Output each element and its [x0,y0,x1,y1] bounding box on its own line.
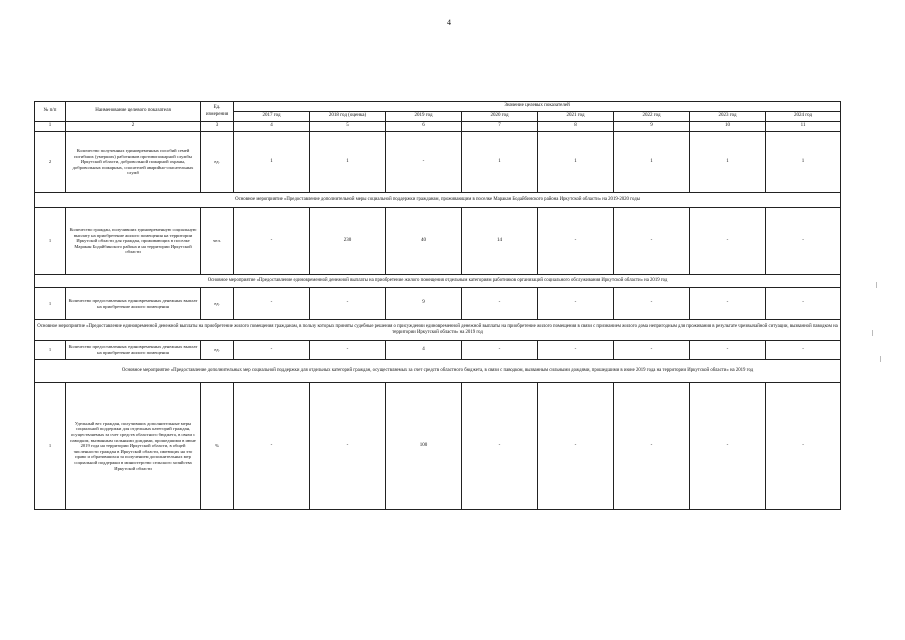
indicator-name: Количество предоставленных единовременных денежных выплат на приобретение жилого помещения [66,341,201,360]
value-cell: - [766,341,841,360]
event-row [35,360,841,383]
column-number: 11 [766,122,841,132]
header-year: 2021 год [538,112,614,122]
row-number: 1 [35,288,66,320]
table-row [35,132,841,193]
value-cell: - [234,341,310,360]
scan-mark [880,356,881,362]
scan-mark [876,282,877,288]
indicator-name: Удельный вес граждан, получивших дополнительные меры социальной поддержки для отдельных категорий граждан, осуществляемых за счет средств областного бюджета, в связи с паводком, вызванным сильными дождями, прошедшими в июне 2019 года на территории Иркутской области, в общей численности граждан в Иркутской области, имеющих на это право и обратившихся за получением дополнительных мер социальной поддержки в министерство сельского хозяйства Иркутской области [66,383,201,510]
value-cell: - [614,383,690,510]
value-cell: 1 [614,132,690,193]
event-title: Основное мероприятие «Предоставление единовременной денежной выплаты на приобретение жилого помещения гражданам, в пользу которых приняты судебные решения о присуждении единовременной денежной выплаты на приобретение жилого помещения в связи с признанием жилого дома непригодным для проживания в результате чрезвычайной ситуации, вызванной паводком на территории Иркутской области» на 2019 год [35,320,841,341]
column-number: 4 [234,122,310,132]
table-row [35,288,841,320]
value-cell: - [538,208,614,275]
column-number: 3 [201,122,234,132]
header-target-values: Значение целевых показателей [234,102,841,112]
value-cell: - [462,383,538,510]
value-cell: - [614,341,690,360]
value-cell: - [310,341,386,360]
unit-cell: чел. [201,208,234,275]
event-title: Основное мероприятие «Предоставление единовременной денежной выплаты на приобретение жилого помещения отдельным категориям работников организаций социального обслуживания Иркутской области» на 2019 год [35,275,841,288]
value-cell: - [462,341,538,360]
table-row [35,341,841,360]
value-cell: 1 [462,132,538,193]
value-cell: 9 [386,288,462,320]
value-cell: - [766,383,841,510]
event-row [35,320,841,341]
value-cell: 1 [766,132,841,193]
header-indicator-name: Наименование целевого показателя [66,102,201,122]
table-row [35,383,841,510]
header-year: 2022 год [614,112,690,122]
header-year: 2020 год [462,112,538,122]
value-cell: 1 [234,132,310,193]
event-title: Основное мероприятие «Предоставление дополнительной меры социальной поддержки гражданам, проживающим в поселке Маракан Бодайбинского района Иркутской области» на 2019-2020 годы [35,193,841,208]
value-cell: - [538,383,614,510]
header-year: 2019 год [386,112,462,122]
value-cell: - [690,288,766,320]
row-number: 1 [35,208,66,275]
header-unit: Ед. измерения [201,102,234,122]
column-number: 2 [66,122,201,132]
column-numbers-row [35,122,841,132]
table-row [35,208,841,275]
value-cell: 1 [690,132,766,193]
value-cell: - [614,208,690,275]
value-cell: - [766,288,841,320]
row-number: 1 [35,383,66,510]
unit-cell: ед. [201,132,234,193]
value-cell: - [310,383,386,510]
indicator-name: Количество предоставленных единовременных денежных выплат на приобретение жилого помещения [66,288,201,320]
column-number: 7 [462,122,538,132]
unit-cell: ед. [201,341,234,360]
value-cell: - [234,208,310,275]
unit-cell: % [201,383,234,510]
header-year: 2023 год [690,112,766,122]
unit-cell: ед. [201,288,234,320]
row-number: 1 [35,341,66,360]
scan-mark [872,330,873,336]
value-cell: 40 [386,208,462,275]
value-cell: 230 [310,208,386,275]
value-cell: - [538,341,614,360]
column-number: 5 [310,122,386,132]
indicator-name: Количество граждан, получивших единовременную социальную выплату на приобретение жилого помещения на территории Иркутской области для граждан, проживающих в поселке Маракан Бодайбинского района и на территории Иркутской области [66,208,201,275]
header-year: 2018 год (оценка) [310,112,386,122]
value-cell: 1 [538,132,614,193]
target-indicators-table [34,101,841,510]
value-cell: - [690,208,766,275]
value-cell: - [538,288,614,320]
row-number: 2 [35,132,66,193]
value-cell: 100 [386,383,462,510]
value-cell: 14 [462,208,538,275]
value-cell: - [462,288,538,320]
column-number: 8 [538,122,614,132]
header-year: 2024 год [766,112,841,122]
table-header-row [35,102,841,112]
header-number: № п/п [35,102,66,122]
value-cell: - [310,288,386,320]
header-year: 2017 год [234,112,310,122]
column-number: 1 [35,122,66,132]
column-number: 9 [614,122,690,132]
value-cell: 4 [386,341,462,360]
event-row [35,193,841,208]
column-number: 10 [690,122,766,132]
value-cell: - [386,132,462,193]
value-cell: - [234,288,310,320]
event-title: Основное мероприятие «Предоставление дополнительных мер социальной поддержки для отдельных категорий граждан, осуществляемых за счет средств областного бюджета, в связи с паводком, вызванным сильными дождями, прошедшими в июне 2019 года на территории Иркутской области» на 2019 год [35,360,841,383]
column-number: 6 [386,122,462,132]
value-cell: - [690,383,766,510]
value-cell: 1 [310,132,386,193]
value-cell: - [766,208,841,275]
page-number: 4 [447,18,451,27]
event-row [35,275,841,288]
value-cell: - [690,341,766,360]
value-cell: - [234,383,310,510]
indicator-name: Количество полученных единовременных пособий семей погибших (умерших) работников противопожарной службы Иркутской области, добровольной пожарной охраны, добровольных пожарных, спасателей аварийно-спасательных служб [66,132,201,193]
value-cell: - [614,288,690,320]
